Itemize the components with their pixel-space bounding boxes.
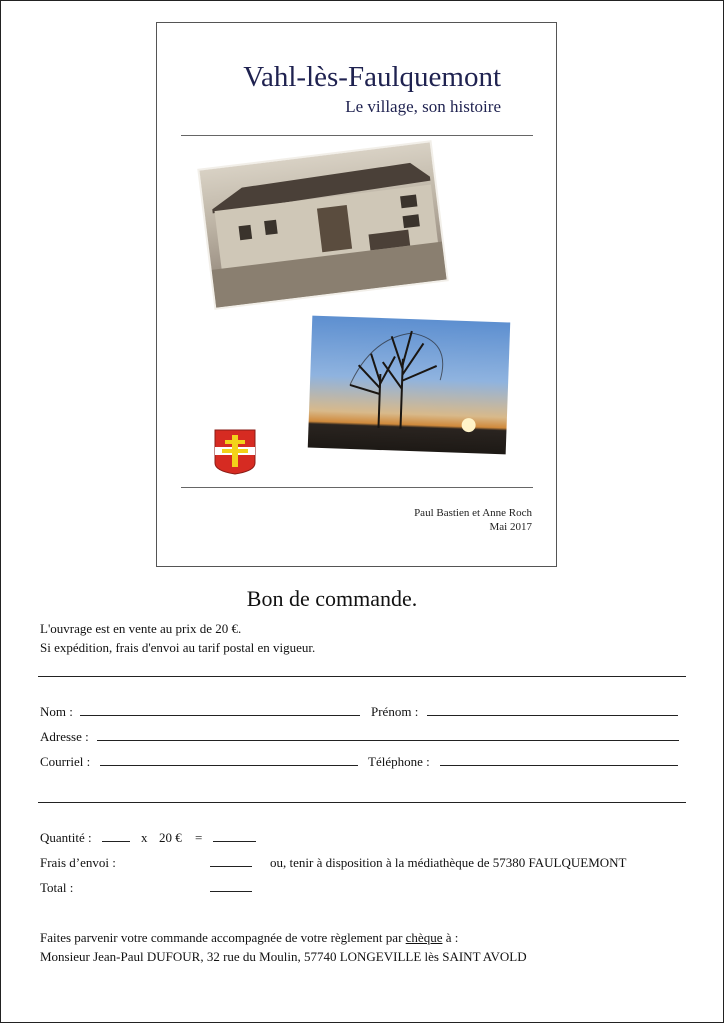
cover-authors: Paul Bastien et Anne Roch	[414, 507, 532, 519]
instructions-line	[40, 930, 458, 946]
price-line: L'ouvrage est en vente au prix de 20 €.	[40, 621, 242, 636]
cheque-link[interactable]: chèque	[405, 930, 443, 945]
adresse-label: Adresse :	[40, 729, 89, 744]
equals-sign: =	[195, 830, 203, 845]
cover-title: Vahl-lès-Faulquemont	[243, 61, 501, 93]
telephone-label: Téléphone :	[368, 754, 430, 769]
address-line: Monsieur Jean-Paul DUFOUR, 32 rue du Moulin, 57740 LONGEVILLE lès SAINT AVOLD	[40, 949, 527, 964]
frais-label: Frais d’envoi :	[40, 855, 116, 870]
farmhouse-illustration	[199, 142, 446, 307]
nom-field[interactable]	[80, 704, 360, 716]
courriel-label: Courriel :	[40, 754, 91, 769]
nom-label: Nom :	[40, 704, 73, 719]
cover-date: Mai 2017	[489, 521, 532, 533]
instructions-suffix: à :	[445, 930, 459, 945]
frais-field[interactable]	[210, 855, 252, 867]
pickup-note: ou, tenir à disposition à la médiathèque de 57380 FAULQUEMONT	[270, 855, 627, 870]
quantite-field[interactable]	[102, 830, 130, 842]
coat-of-arms-icon	[214, 429, 256, 475]
quantite-label: Quantité :	[40, 830, 92, 845]
total-field[interactable]	[210, 880, 252, 892]
book-cover	[156, 22, 557, 567]
cover-subtitle: Le village, son histoire	[345, 97, 501, 116]
telephone-field[interactable]	[440, 754, 678, 766]
trees-illustration	[308, 316, 510, 455]
shipping-line: Si expédition, frais d'envoi au tarif postal en vigueur.	[40, 640, 316, 655]
separator-middle	[38, 802, 686, 803]
cover-top-rule	[181, 135, 533, 136]
old-farmhouse-photo	[199, 142, 446, 307]
cover-bottom-rule	[181, 487, 533, 488]
multiply-sign: x	[141, 830, 148, 845]
prenom-field[interactable]	[427, 704, 678, 716]
order-form-title: Bon de commande.	[246, 586, 418, 611]
total-label: Total :	[40, 880, 74, 895]
separator-top	[38, 676, 686, 677]
adresse-field[interactable]	[97, 729, 679, 741]
subtotal-field[interactable]	[213, 830, 256, 842]
sunset-trees-photo	[308, 316, 510, 455]
prenom-label: Prénom :	[371, 704, 419, 719]
courriel-field[interactable]	[100, 754, 358, 766]
instructions-prefix: Faites parvenir votre commande accompagnée de votre règlement par	[40, 930, 403, 945]
unit-price: 20 €	[159, 830, 182, 845]
